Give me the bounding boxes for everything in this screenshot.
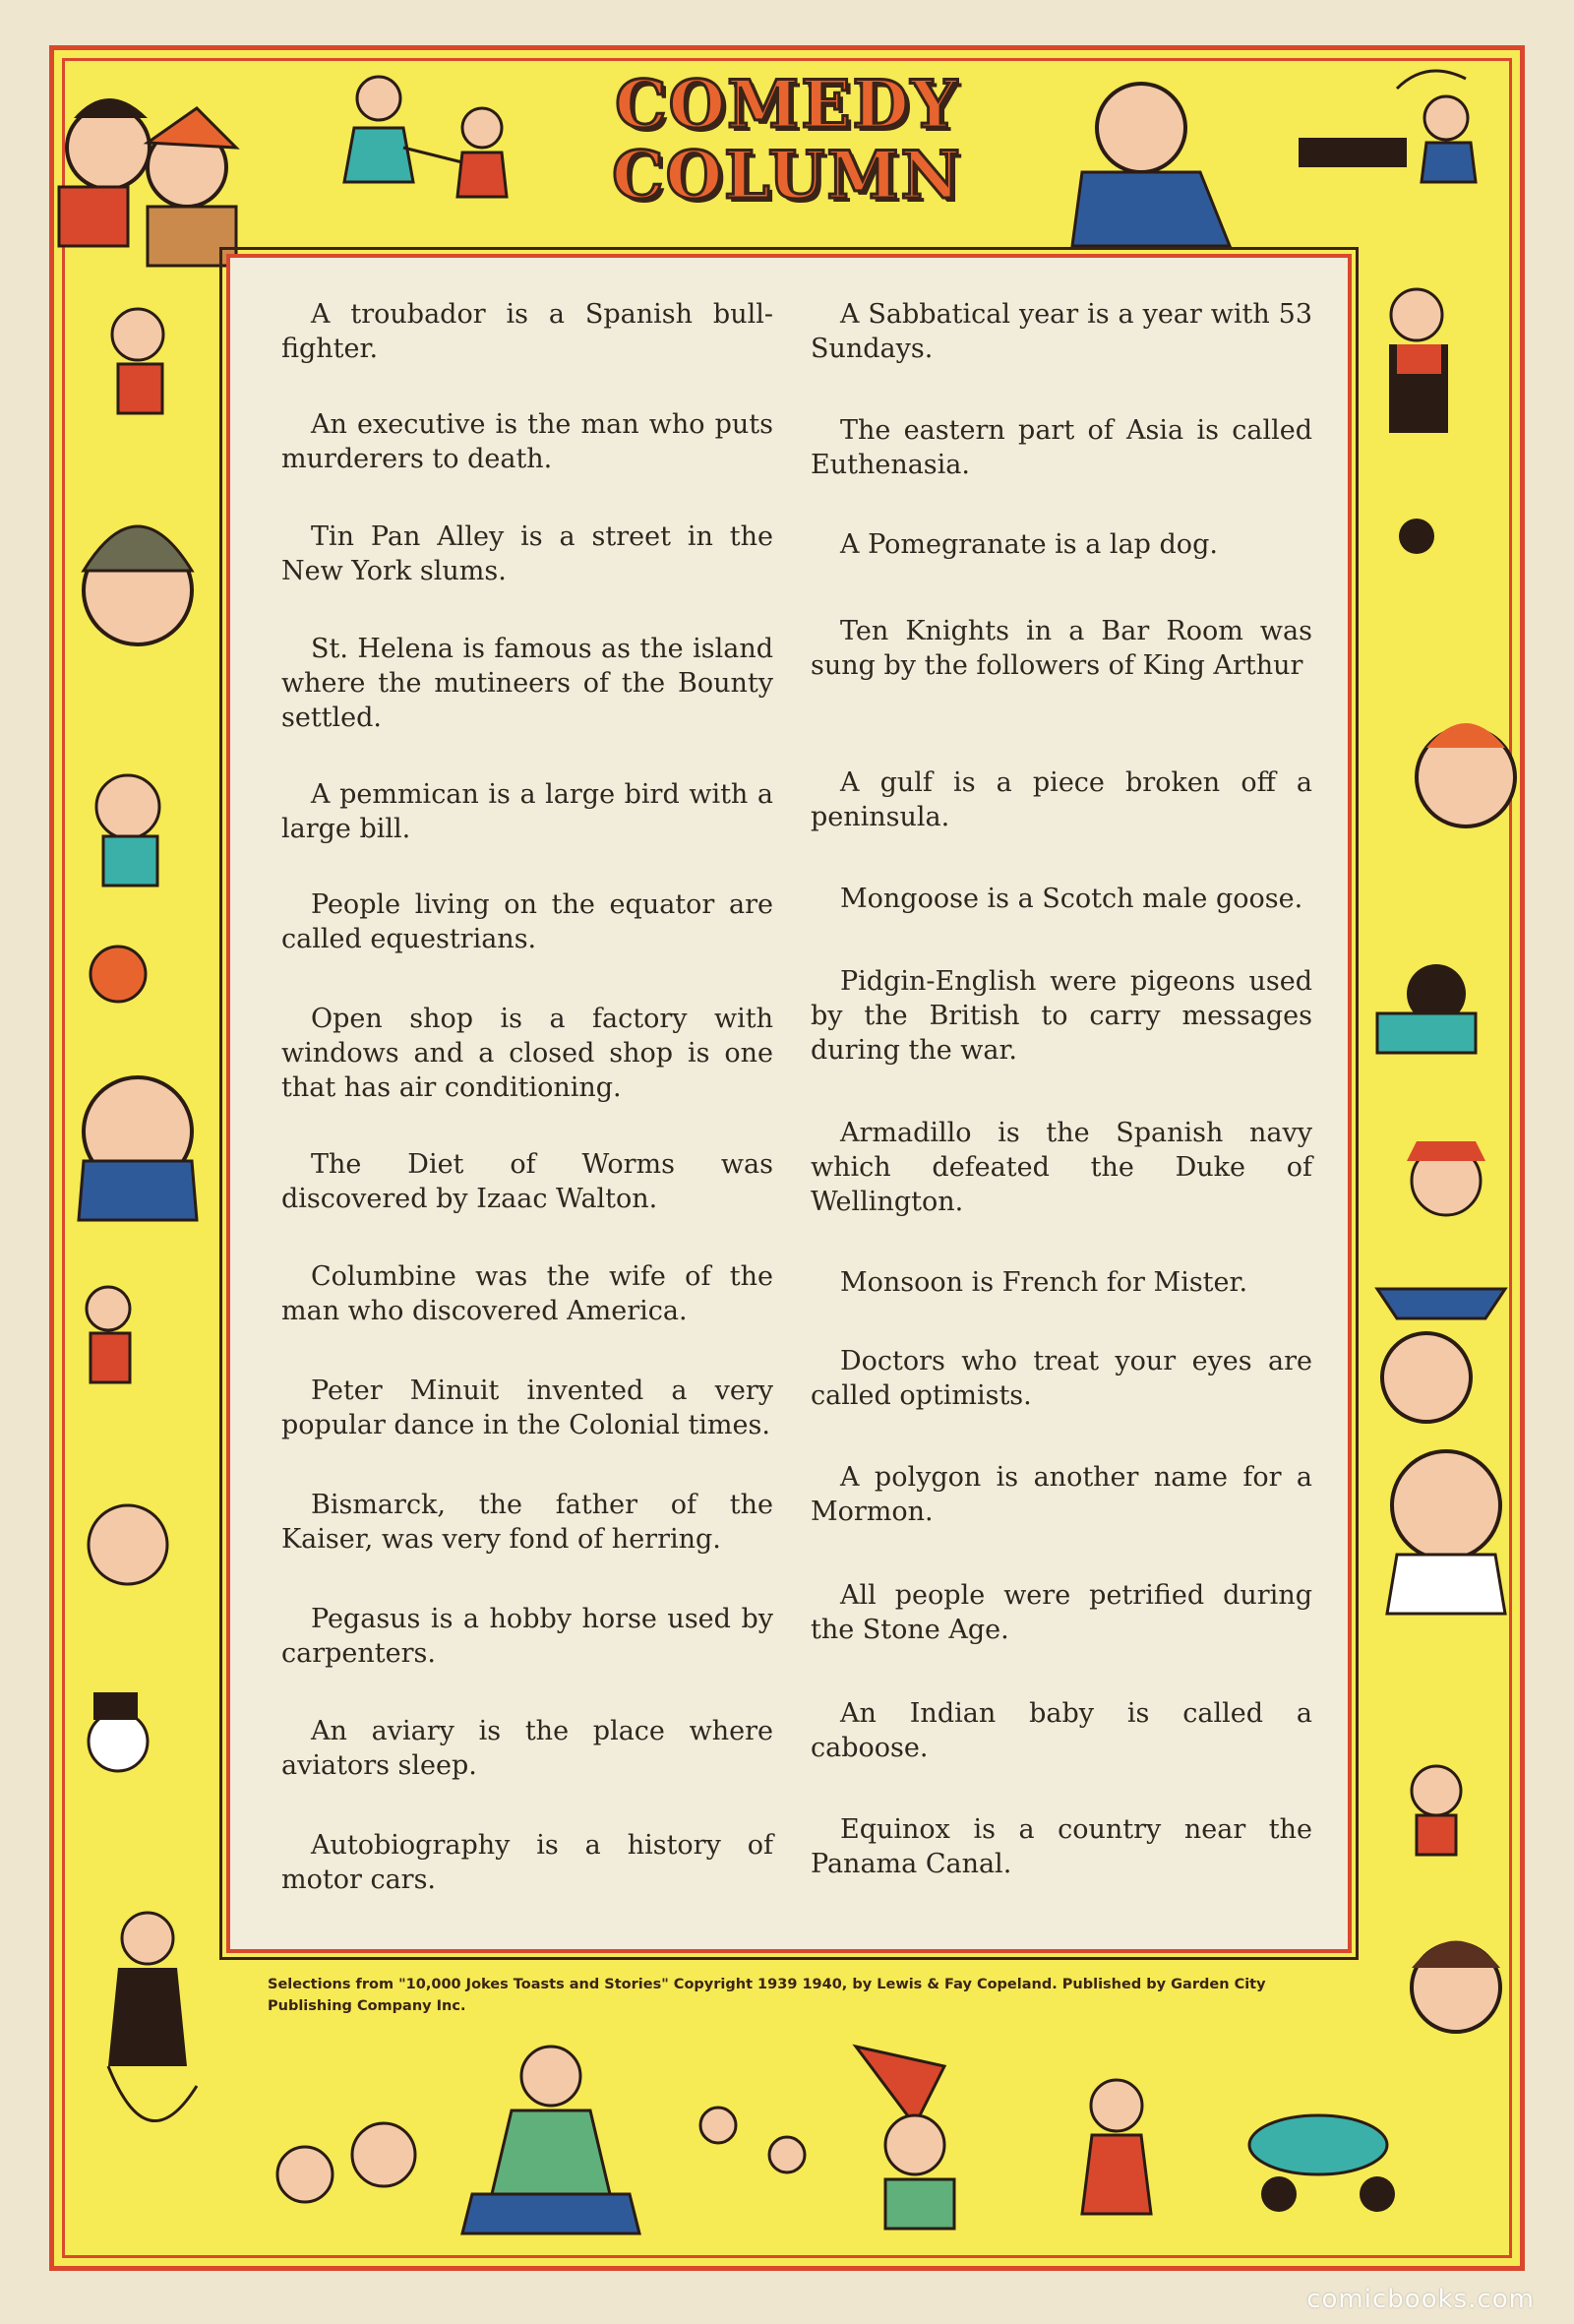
cartoon-dancers-icon xyxy=(344,77,507,197)
joke-item: The Diet of Worms was discovered by Izaac Walton. xyxy=(281,1149,773,1214)
cartoon-couple-icon xyxy=(59,98,236,266)
joke-item: A troubador is a Spanish bull-fighter. xyxy=(281,299,773,364)
joke-item: An executive is the man who puts murderers to death. xyxy=(281,409,773,474)
title-line-1: COMEDY xyxy=(615,66,959,143)
joke-item: Tin Pan Alley is a street in the New York slums. xyxy=(281,521,773,586)
joke-item: Bismarck, the father of the Kaiser, was very fond of herring. xyxy=(281,1490,773,1555)
copyright-credit: Selections from "10,000 Jokes Toasts and Stories" Copyright 1939 1940, by Lewis & Fay Copeland. Published by Garden City Publishing Company Inc. xyxy=(268,1977,1266,2014)
joke-item: People living on the equator are called equestrians. xyxy=(281,889,773,954)
joke-item: An aviary is the place where aviators sleep. xyxy=(281,1716,773,1781)
joke-item: St. Helena is famous as the island where the mutineers of the Bounty settled. xyxy=(281,634,773,733)
joke-item: Autobiography is a history of motor cars. xyxy=(281,1830,773,1895)
joke-item: Doctors who treat your eyes are called optimists. xyxy=(811,1346,1312,1411)
joke-item: Ten Knights in a Bar Room was sung by the followers of King Arthur xyxy=(811,616,1312,681)
joke-item: A pemmican is a large bird with a large bill. xyxy=(281,779,773,844)
joke-item: A gulf is a piece broken off a peninsula. xyxy=(811,767,1312,832)
joke-item: All people were petrified during the Stone Age. xyxy=(811,1580,1312,1645)
joke-item: A Pomegranate is a lap dog. xyxy=(840,529,1218,560)
comedy-column-title xyxy=(531,66,1043,216)
joke-item: The eastern part of Asia is called Euthenasia. xyxy=(811,415,1312,480)
title-line-2: COLUMN xyxy=(612,137,962,214)
joke-item: Monsoon is French for Mister. xyxy=(840,1267,1248,1298)
joke-item: A polygon is another name for a Mormon. xyxy=(811,1462,1312,1527)
cartoon-cowboy-icon xyxy=(1299,71,1476,182)
joke-item: Equinox is a country near the Panama Canal. xyxy=(811,1814,1312,1879)
cartoon-bottom-figures-icon xyxy=(277,2047,1395,2233)
joke-item: Mongoose is a Scotch male goose. xyxy=(840,884,1303,914)
site-watermark: comicbooks.com xyxy=(1306,2285,1535,2314)
joke-item: Pegasus is a hobby horse used by carpenters. xyxy=(281,1604,773,1669)
joke-item: Columbine was the wife of the man who discovered America. xyxy=(281,1261,773,1326)
joke-item: Peter Minuit invented a very popular dance in the Colonial times. xyxy=(281,1376,773,1440)
cartoon-right-figures-icon xyxy=(1377,289,1515,2032)
cartoon-businessman-icon xyxy=(1072,84,1230,246)
jokes-panel xyxy=(226,254,1352,1953)
joke-item: An Indian baby is called a caboose. xyxy=(811,1698,1312,1763)
joke-item: A Sabbatical year is a year with 53 Sundays. xyxy=(811,299,1312,364)
joke-item: Pidgin-English were pigeons used by the British to carry messages during the war. xyxy=(811,966,1312,1066)
joke-item: Armadillo is the Spanish navy which defeated the Duke of Wellington. xyxy=(811,1118,1312,1217)
cartoon-left-figures-icon xyxy=(79,309,197,2121)
joke-item: Open shop is a factory with windows and a closed shop is one that has air conditioning. xyxy=(281,1004,773,1103)
